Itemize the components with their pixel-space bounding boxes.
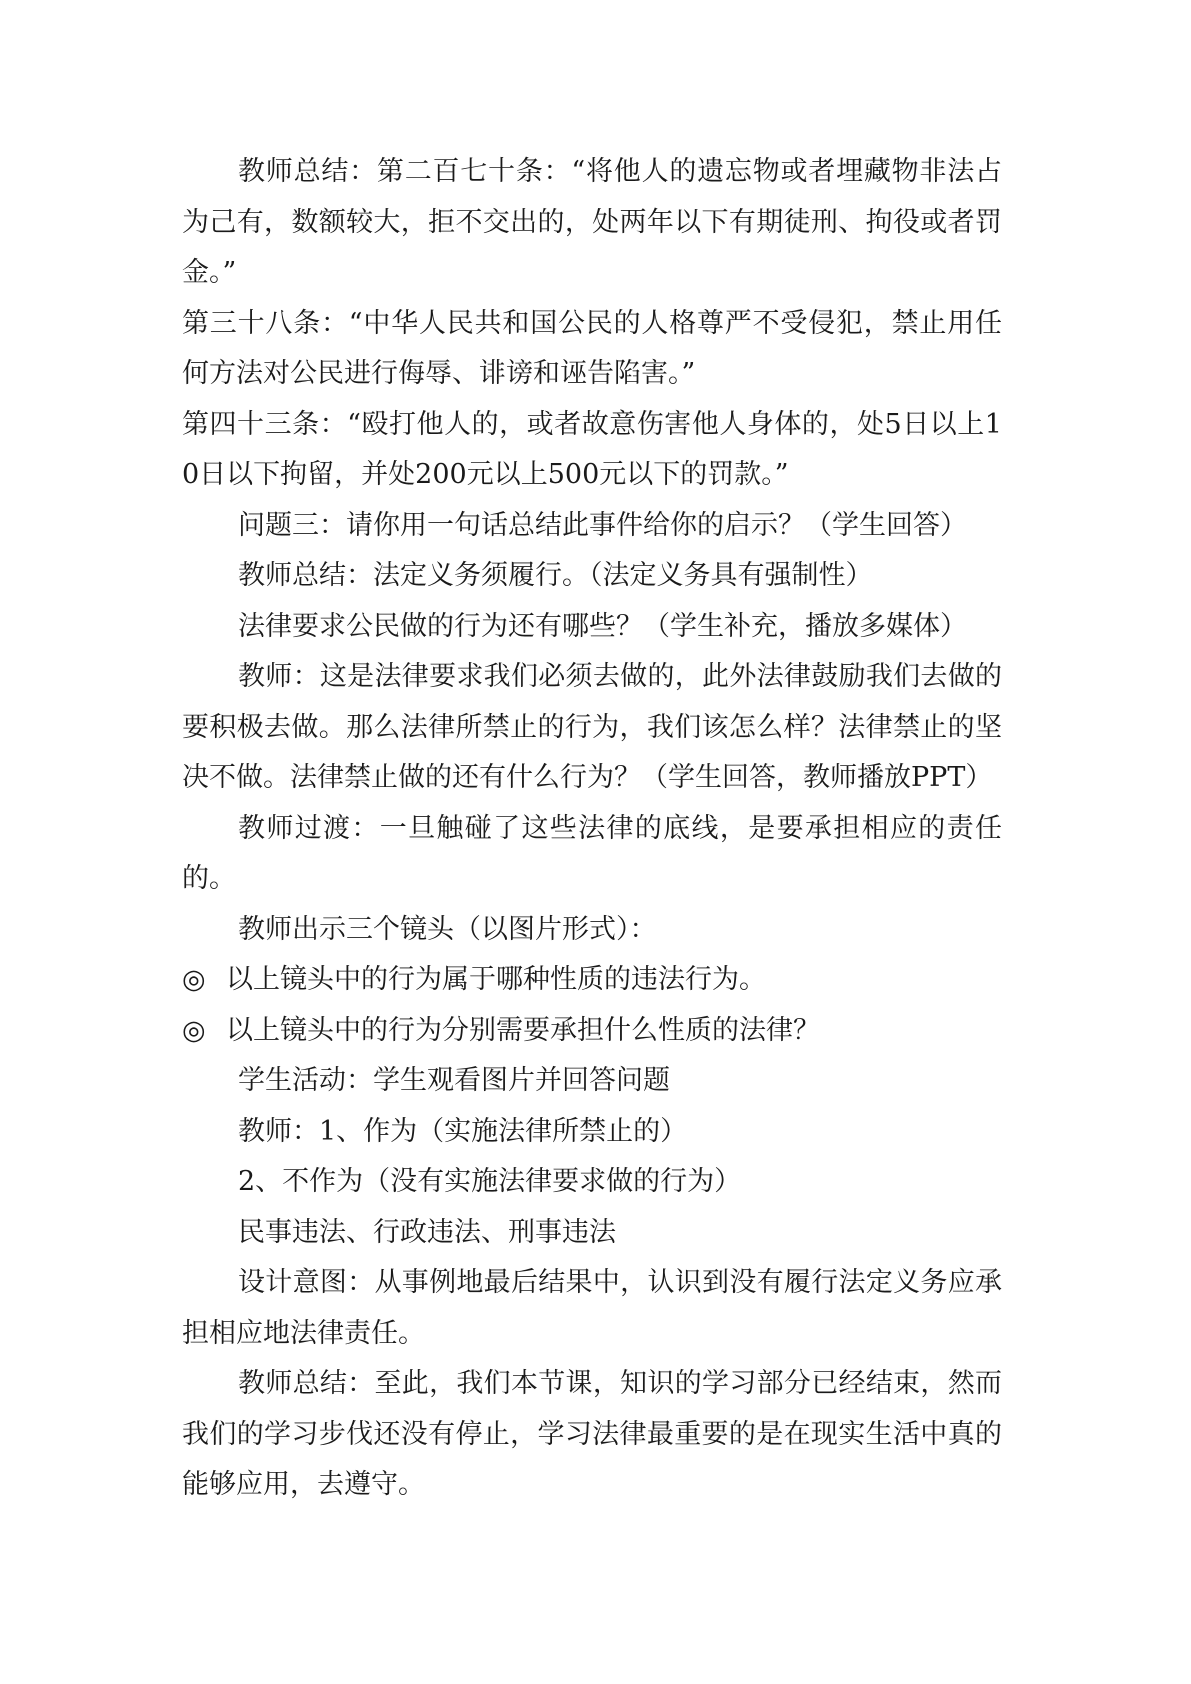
paragraph-omission: 2、不作为（没有实施法律要求做的行为）	[238, 1166, 742, 1197]
paragraph-article-43: 第四十三条：“殴打他人的，或者故意伤害他人身体的，处5日以上10日以下拘留，并处200元以上500元以下的罚款。”	[182, 408, 1002, 490]
paragraph-required-acts: 法律要求公民做的行为还有哪些？（学生补充，播放多媒体）	[238, 610, 967, 642]
bullet-symbol: ◎	[182, 964, 206, 995]
paragraph-question-three: 问题三：请你用一句话总结此事件给你的启示？（学生回答）	[238, 509, 967, 541]
bullet-item-violation-type	[182, 955, 1002, 1006]
paragraph-violation-categories: 民事违法、行政违法、刑事违法	[238, 1216, 616, 1248]
bullet-symbol: ◎	[182, 1014, 206, 1046]
paragraph-design-intent: 设计意图：从事例地最后结果中，认识到没有履行法定义务应承担相应地法律责任。	[182, 1267, 1002, 1349]
paragraph-teacher-prohibited-acts: 教师：这是法律要求我们必须去做的，此外法律鼓励我们去做的要积极去做。那么法律所禁止的行为，我们该怎么样？法律禁止的坚决不做。法律禁止做的还有什么行为？（学生回答，教师播放PPT）	[182, 661, 1002, 793]
bullet-item-legal-liability	[182, 1006, 1002, 1057]
document-body	[182, 147, 1002, 1511]
paragraph-student-activity: 学生活动：学生观看图片并回答问题	[238, 1065, 670, 1096]
paragraph-article-270: 教师总结：第二百七十条：“将他人的遗忘物或者埋藏物非法占为己有，数额较大，拒不交出的，处两年以下有期徒刑、拘役或者罚金。”	[182, 156, 1002, 288]
paragraph-teacher-transition: 教师过渡：一旦触碰了这些法律的底线，是要承担相应的责任的。	[182, 812, 1002, 894]
paragraph-teacher-summary-duty: 教师总结：法定义务须履行。（法定义务具有强制性）	[238, 560, 873, 591]
paragraph-article-38: 第三十八条：“中华人民共和国公民的人格尊严不受侵犯，禁止用任何方法对公民进行侮辱、诽谤和诬告陷害。”	[182, 307, 1002, 389]
bullet-text: 以上镜头中的行为分别需要承担什么性质的法律？	[226, 1014, 820, 1046]
paragraph-three-shots: 教师出示三个镜头（以图片形式）：	[238, 913, 657, 945]
bullet-text: 以上镜头中的行为属于哪种性质的违法行为。	[226, 964, 766, 995]
paragraph-teacher-conclusion: 教师总结：至此，我们本节课，知识的学习部分已经结束，然而我们的学习步伐还没有停止，学习法律最重要的是在现实生活中真的能够应用，去遵守。	[182, 1368, 1002, 1500]
paragraph-teacher-act: 教师：1、作为（实施法律所禁止的）	[238, 1115, 688, 1147]
